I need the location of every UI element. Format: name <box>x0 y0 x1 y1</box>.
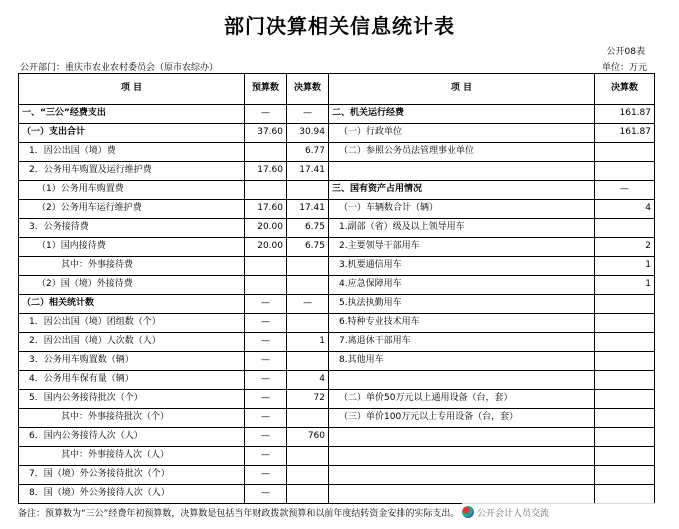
row-final-left: 30.94 <box>287 124 329 143</box>
table-body <box>19 105 655 504</box>
row-final-right: 161.87 <box>595 124 655 143</box>
row-final-right <box>595 409 655 428</box>
table-row <box>19 219 655 238</box>
table-row <box>19 409 655 428</box>
row-budget: 20.00 <box>245 219 287 238</box>
table-row <box>19 181 655 200</box>
row-final-right: 161.87 <box>595 105 655 124</box>
page-title: 部门决算相关信息统计表 <box>224 14 455 38</box>
header-final-right: 决算数 <box>595 74 655 105</box>
row-final-left: 17.41 <box>287 200 329 219</box>
table-row <box>19 162 655 181</box>
table-row <box>19 257 655 276</box>
row-final-right: 1 <box>595 257 655 276</box>
row-budget <box>245 257 287 276</box>
row-final-right <box>595 333 655 352</box>
row-item-right: 8.其他用车 <box>329 352 595 371</box>
row-item-left: （1）公务用车购置费 <box>19 181 245 200</box>
table-row <box>19 124 655 143</box>
table-row <box>19 276 655 295</box>
row-final-left: 6.75 <box>287 219 329 238</box>
row-budget <box>245 143 287 162</box>
row-final-right: 4 <box>595 200 655 219</box>
row-item-right: （二）单价50万元以上通用设备（台，套） <box>329 390 595 409</box>
row-item-left: （2）国（境）外接待费 <box>19 276 245 295</box>
row-item-left: 其中：外事接待费 <box>19 257 245 276</box>
table-header-row <box>19 74 655 105</box>
row-item-right: 2.主要领导干部用车 <box>329 238 595 257</box>
row-item-right <box>329 447 595 466</box>
row-item-left: （2）公务用车运行维护费 <box>19 200 245 219</box>
row-item-left: 2．公务用车购置及运行维护费 <box>19 162 245 181</box>
row-item-left: 1．因公出国（境）团组数（个） <box>19 314 245 333</box>
row-item-right <box>329 371 595 390</box>
row-budget <box>245 181 287 200</box>
row-final-right <box>595 390 655 409</box>
row-budget: 37.60 <box>245 124 287 143</box>
header-item-right: 项 目 <box>329 74 595 105</box>
row-budget: — <box>245 105 287 124</box>
row-final-left <box>287 314 329 333</box>
row-final-left <box>287 276 329 295</box>
row-final-right <box>595 466 655 485</box>
row-item-left: （一）支出合计 <box>19 124 245 143</box>
footnote: 备注：预算数为“三公”经费年初预算数，决算数是包括当年财政拨款预算和以前年度结转资金安排的实际支出。 <box>18 509 460 519</box>
watermark-logo-icon <box>462 506 474 518</box>
row-final-left <box>287 181 329 200</box>
watermark-text: 公开会计人员交流 <box>477 508 550 519</box>
row-budget <box>245 276 287 295</box>
table-row <box>19 200 655 219</box>
table-row <box>19 238 655 257</box>
table-row <box>19 485 655 504</box>
table-row <box>19 333 655 352</box>
row-final-left <box>287 409 329 428</box>
row-budget: — <box>245 295 287 314</box>
statistics-table-container <box>18 73 654 504</box>
row-item-left: 4．公务用车保有量（辆） <box>19 371 245 390</box>
row-item-left: 其中：外事接待批次（个） <box>19 409 245 428</box>
row-final-left: 72 <box>287 390 329 409</box>
form-number: 公开08表 <box>606 47 645 57</box>
row-budget: 17.60 <box>245 200 287 219</box>
row-item-left: 1．因公出国（境）费 <box>19 143 245 162</box>
row-final-right: — <box>595 181 655 200</box>
row-final-left <box>287 466 329 485</box>
table-row <box>19 371 655 390</box>
header-budget: 预算数 <box>245 74 287 105</box>
table-row <box>19 295 655 314</box>
row-item-right: 三、国有资产占用情况 <box>329 181 595 200</box>
row-item-right: 7.离退休干部用车 <box>329 333 595 352</box>
table-row <box>19 466 655 485</box>
row-item-left: 2．因公出国（境）人次数（人） <box>19 333 245 352</box>
row-item-right: 6.特种专业技术用车 <box>329 314 595 333</box>
row-final-left <box>287 485 329 504</box>
header-final-left: 决算数 <box>287 74 329 105</box>
table-row <box>19 428 655 447</box>
row-final-left <box>287 352 329 371</box>
row-final-right <box>595 219 655 238</box>
row-item-right: 3.机要通信用车 <box>329 257 595 276</box>
row-final-right <box>595 295 655 314</box>
row-item-right: （一）车辆数合计（辆） <box>329 200 595 219</box>
row-budget: 17.60 <box>245 162 287 181</box>
row-final-right <box>595 352 655 371</box>
row-item-left: （二）相关统计数 <box>19 295 245 314</box>
row-item-right <box>329 485 595 504</box>
watermark <box>462 503 658 521</box>
row-final-right <box>595 447 655 466</box>
row-item-right: 二、机关运行经费 <box>329 105 595 124</box>
row-budget: — <box>245 409 287 428</box>
row-budget: — <box>245 447 287 466</box>
row-budget: 20.00 <box>245 238 287 257</box>
row-final-left: 4 <box>287 371 329 390</box>
row-item-right: 4.应急保障用车 <box>329 276 595 295</box>
table-row <box>19 143 655 162</box>
row-budget: — <box>245 428 287 447</box>
row-final-left: 760 <box>287 428 329 447</box>
table-row <box>19 352 655 371</box>
row-final-right <box>595 314 655 333</box>
table-row <box>19 390 655 409</box>
row-final-left <box>287 257 329 276</box>
row-item-right: （二）参照公务员法管理事业单位 <box>329 143 595 162</box>
row-final-left: — <box>287 105 329 124</box>
row-item-right <box>329 428 595 447</box>
row-budget: — <box>245 371 287 390</box>
row-budget: — <box>245 333 287 352</box>
row-item-left: 3．公务用车购置数（辆） <box>19 352 245 371</box>
row-final-right <box>595 371 655 390</box>
row-final-right <box>595 428 655 447</box>
row-final-right <box>595 485 655 504</box>
row-item-left: 8．国（境）外公务接待人次（人） <box>19 485 245 504</box>
row-item-right: （一）行政单位 <box>329 124 595 143</box>
table-row <box>19 447 655 466</box>
table-row <box>19 105 655 124</box>
row-final-left: 6.75 <box>287 238 329 257</box>
row-item-left: 5．国内公务接待批次（个） <box>19 390 245 409</box>
row-final-left: 6.77 <box>287 143 329 162</box>
row-final-left <box>287 447 329 466</box>
row-final-right: 2 <box>595 238 655 257</box>
row-item-left: 一、“三公”经费支出 <box>19 105 245 124</box>
row-final-right <box>595 162 655 181</box>
row-budget: — <box>245 352 287 371</box>
row-budget: — <box>245 466 287 485</box>
row-budget: — <box>245 390 287 409</box>
unit-label: 单位：万元 <box>601 63 647 73</box>
department-label: 公开部门：重庆市农业农村委员会（原市农综办） <box>20 63 219 73</box>
row-item-right: 5.执法执勤用车 <box>329 295 595 314</box>
row-item-right <box>329 162 595 181</box>
row-item-left: 7．国（境）外公务接待批次（个） <box>19 466 245 485</box>
row-item-right: 1.副部（省）级及以上领导用车 <box>329 219 595 238</box>
row-final-left: 1 <box>287 333 329 352</box>
row-final-right <box>595 143 655 162</box>
row-budget: — <box>245 314 287 333</box>
row-item-right <box>329 466 595 485</box>
row-item-right: （三）单价100万元以上专用设备（台，套） <box>329 409 595 428</box>
row-budget: — <box>245 485 287 504</box>
header-item-left: 项 目 <box>19 74 245 105</box>
row-item-left: 3．公务接待费 <box>19 219 245 238</box>
row-item-left: （1）国内接待费 <box>19 238 245 257</box>
row-final-left: 17.41 <box>287 162 329 181</box>
row-final-left: — <box>287 295 329 314</box>
table-row <box>19 314 655 333</box>
row-final-right: 1 <box>595 276 655 295</box>
row-item-left: 其中：外事接待人次（人） <box>19 447 245 466</box>
row-item-left: 6．国内公务接待人次（人） <box>19 428 245 447</box>
statistics-table <box>18 73 655 504</box>
